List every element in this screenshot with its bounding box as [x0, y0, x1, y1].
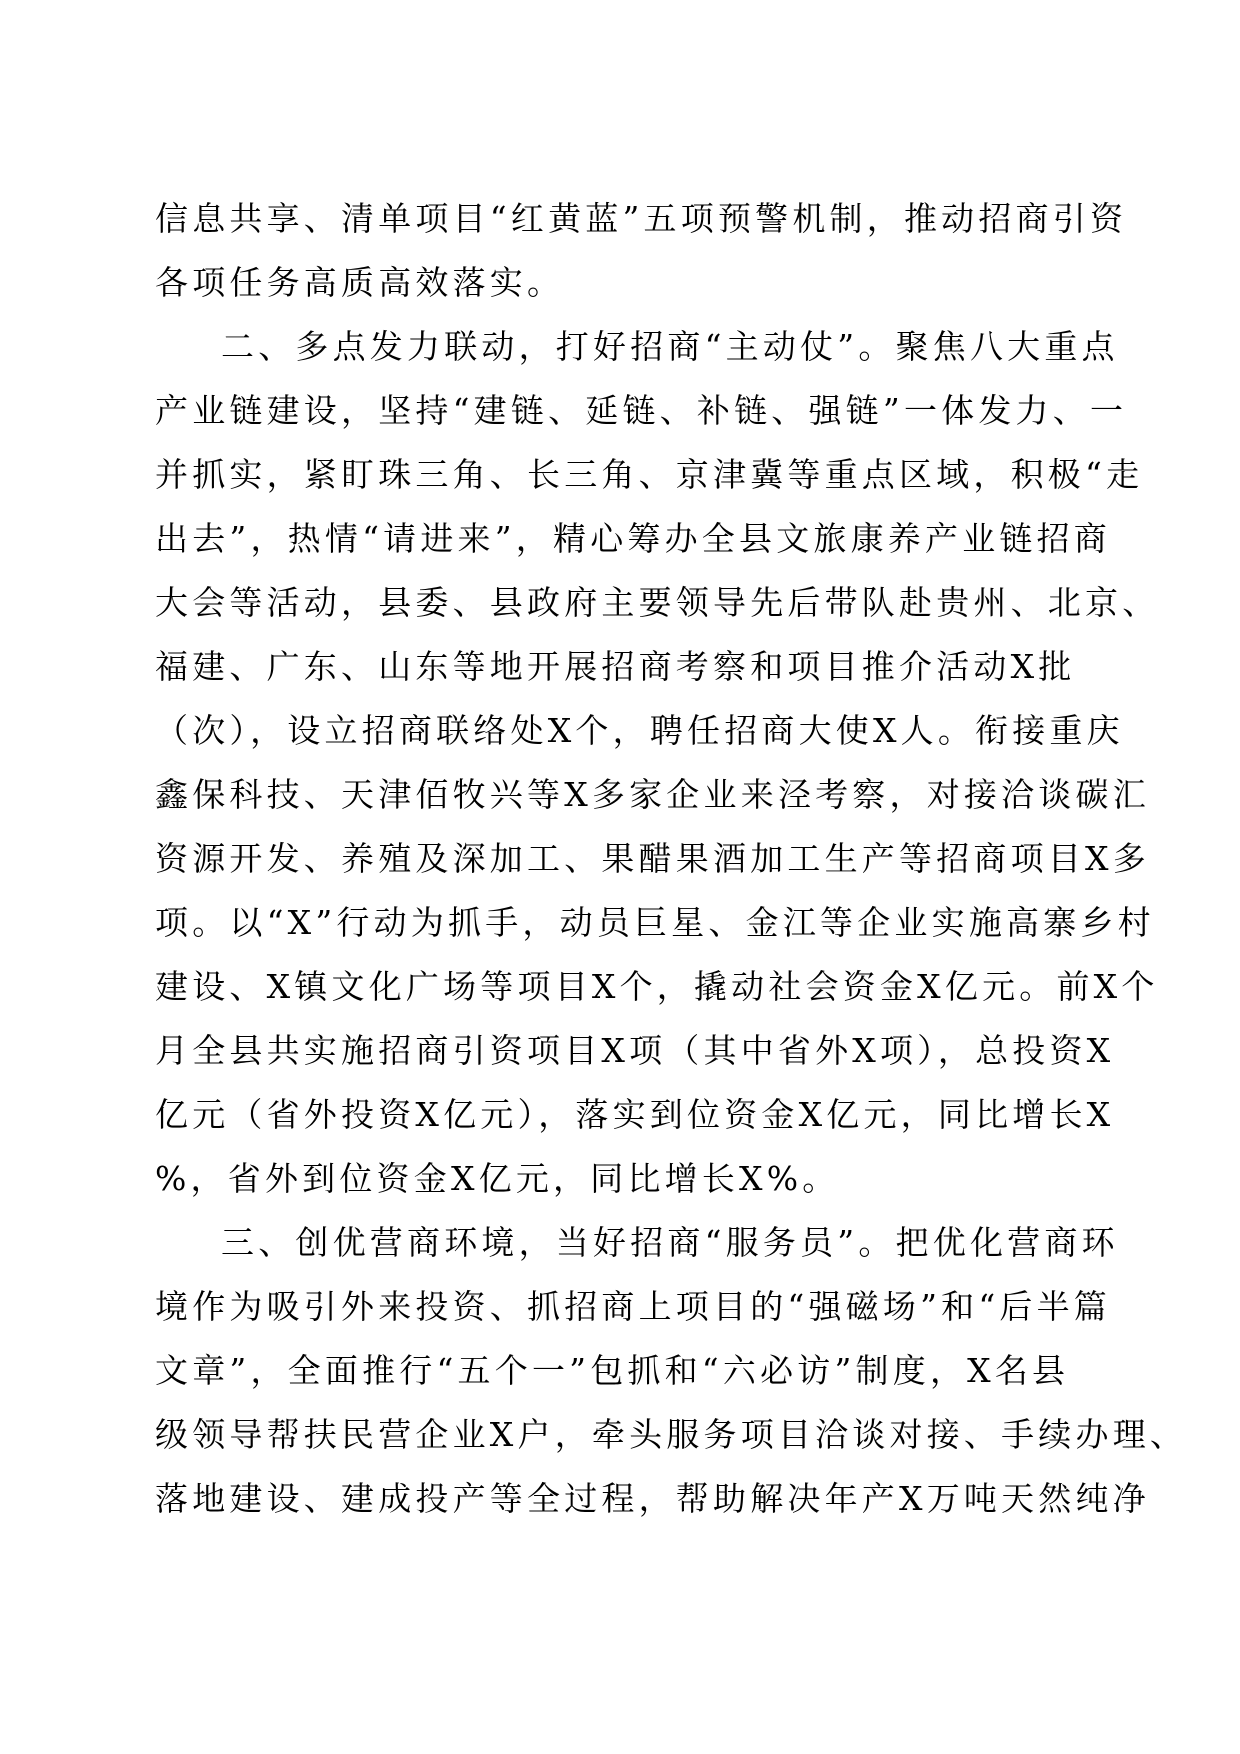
text-line: 出去”，热情“请进来”，精心筹办全县文旅康养产业链招商 [155, 519, 1112, 558]
text-line: 鑫保科技、天津佰牧兴等X多家企业来泾考察，对接洽谈碳汇 [155, 775, 1150, 814]
text-line: 福建、广东、山东等地开展招商考察和项目推介活动X批 [155, 647, 1076, 686]
text-line: 资源开发、养殖及深加工、果醋果酒加工生产等招商项目X多 [155, 839, 1150, 878]
text-line: 文章”，全面推行“五个一”包抓和“六必访”制度，X名县 [155, 1351, 1070, 1390]
text-line: 大会等活动，县委、县政府主要领导先后带队赴贵州、北京、 [155, 583, 1160, 622]
paragraph-heading-line: 二、多点发力联动，打好招商“主动仗”。聚焦八大重点 [221, 327, 1119, 366]
text-line: 级领导帮扶民营企业X户，牵头服务项目洽谈对接、手续办理、 [155, 1415, 1188, 1454]
text-line: %，省外到位资金X亿元，同比增长X%。 [155, 1159, 840, 1198]
text-line: 建设、X镇文化广场等项目X个，撬动社会资金X亿元。前X个 [155, 967, 1159, 1006]
text-line: 亿元（省外投资X亿元），落实到位资金X亿元，同比增长X [155, 1095, 1115, 1134]
text-line: 各项任务高质高效落实。 [155, 263, 565, 302]
text-line: （次），设立招商联络处X个，聘任招商大使X人。衔接重庆 [155, 711, 1124, 750]
text-line: 项。以“X”行动为抓手，动员巨星、金江等企业实施高寨乡村 [155, 903, 1155, 942]
text-line: 信息共享、清单项目“红黄蓝”五项预警机制，推动招商引资 [155, 199, 1128, 238]
text-line: 产业链建设，坚持“建链、延链、补链、强链”一体发力、一 [155, 391, 1128, 430]
text-line: 境作为吸引外来投资、抓招商上项目的“强磁场”和“后半篇 [155, 1287, 1112, 1326]
text-line: 月全县共实施招商引资项目X项（其中省外X项），总投资X [155, 1031, 1115, 1070]
text-line: 落地建设、建成投产等全过程，帮助解决年产X万吨天然纯净 [155, 1479, 1150, 1518]
text-line: 并抓实，紧盯珠三角、长三角、京津冀等重点区域，积极“走 [155, 455, 1144, 494]
paragraph-heading-line: 三、创优营商环境，当好招商“服务员”。把优化营商环 [221, 1223, 1119, 1262]
document-body [155, 187, 1188, 1531]
